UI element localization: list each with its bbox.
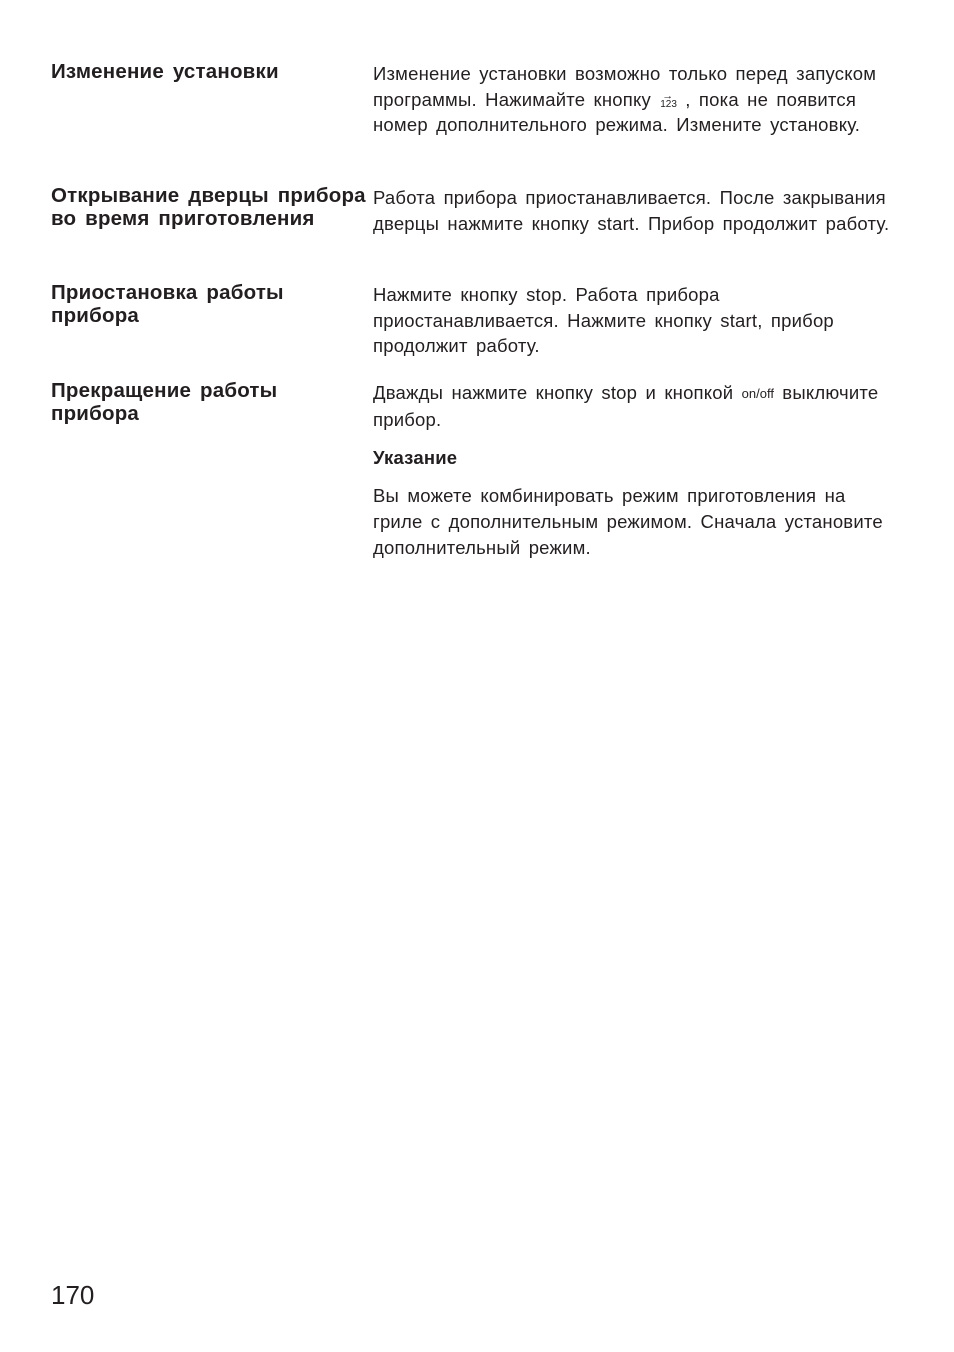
section-heading: Изменение установки (51, 60, 279, 83)
section-door-opening (51, 185, 901, 236)
arrow-right-icon: → (662, 89, 674, 102)
text-part: Изменение установки возможно только перед запуском программы. Нажимайте кнопку (373, 63, 877, 110)
program-number-icon (660, 91, 684, 109)
note-title: Указание (373, 447, 458, 469)
text-part: Дважды нажмите кнопку stop и кнопкой (373, 382, 734, 403)
section-text (373, 282, 901, 359)
section-change-setting (51, 61, 901, 138)
section-heading: Приостановка работы прибора (51, 281, 284, 327)
section-text (373, 61, 901, 138)
section-text (373, 185, 901, 236)
icon-number-label: 123 (660, 98, 677, 110)
section-text (373, 380, 901, 560)
on-off-button-label: on/off (741, 386, 774, 401)
text-part: выключите прибор. (373, 382, 879, 430)
paragraph: Работа прибора приостанавливается. После закрывания дверцы нажмите кнопку start. Прибор продолжит работу. (373, 187, 890, 234)
paragraph: Нажмите кнопку stop. Работа прибора приостанавливается. Нажмите кнопку start, прибор продолжит работу. (373, 284, 834, 357)
section-heading: Открывание дверцы прибора во время приготовления (51, 184, 366, 230)
section-heading: Прекращение работы прибора (51, 379, 278, 425)
section-pause (51, 282, 901, 359)
note-text: Вы можете комбинировать режим приготовления на гриле с дополнительным режимом. Сначала установите дополнительный режим. (373, 485, 883, 558)
page-number: 170 (51, 1280, 95, 1310)
section-stop (51, 380, 901, 560)
text-part: , пока не появится номер дополнительного режима. Измените установку. (373, 88, 861, 136)
